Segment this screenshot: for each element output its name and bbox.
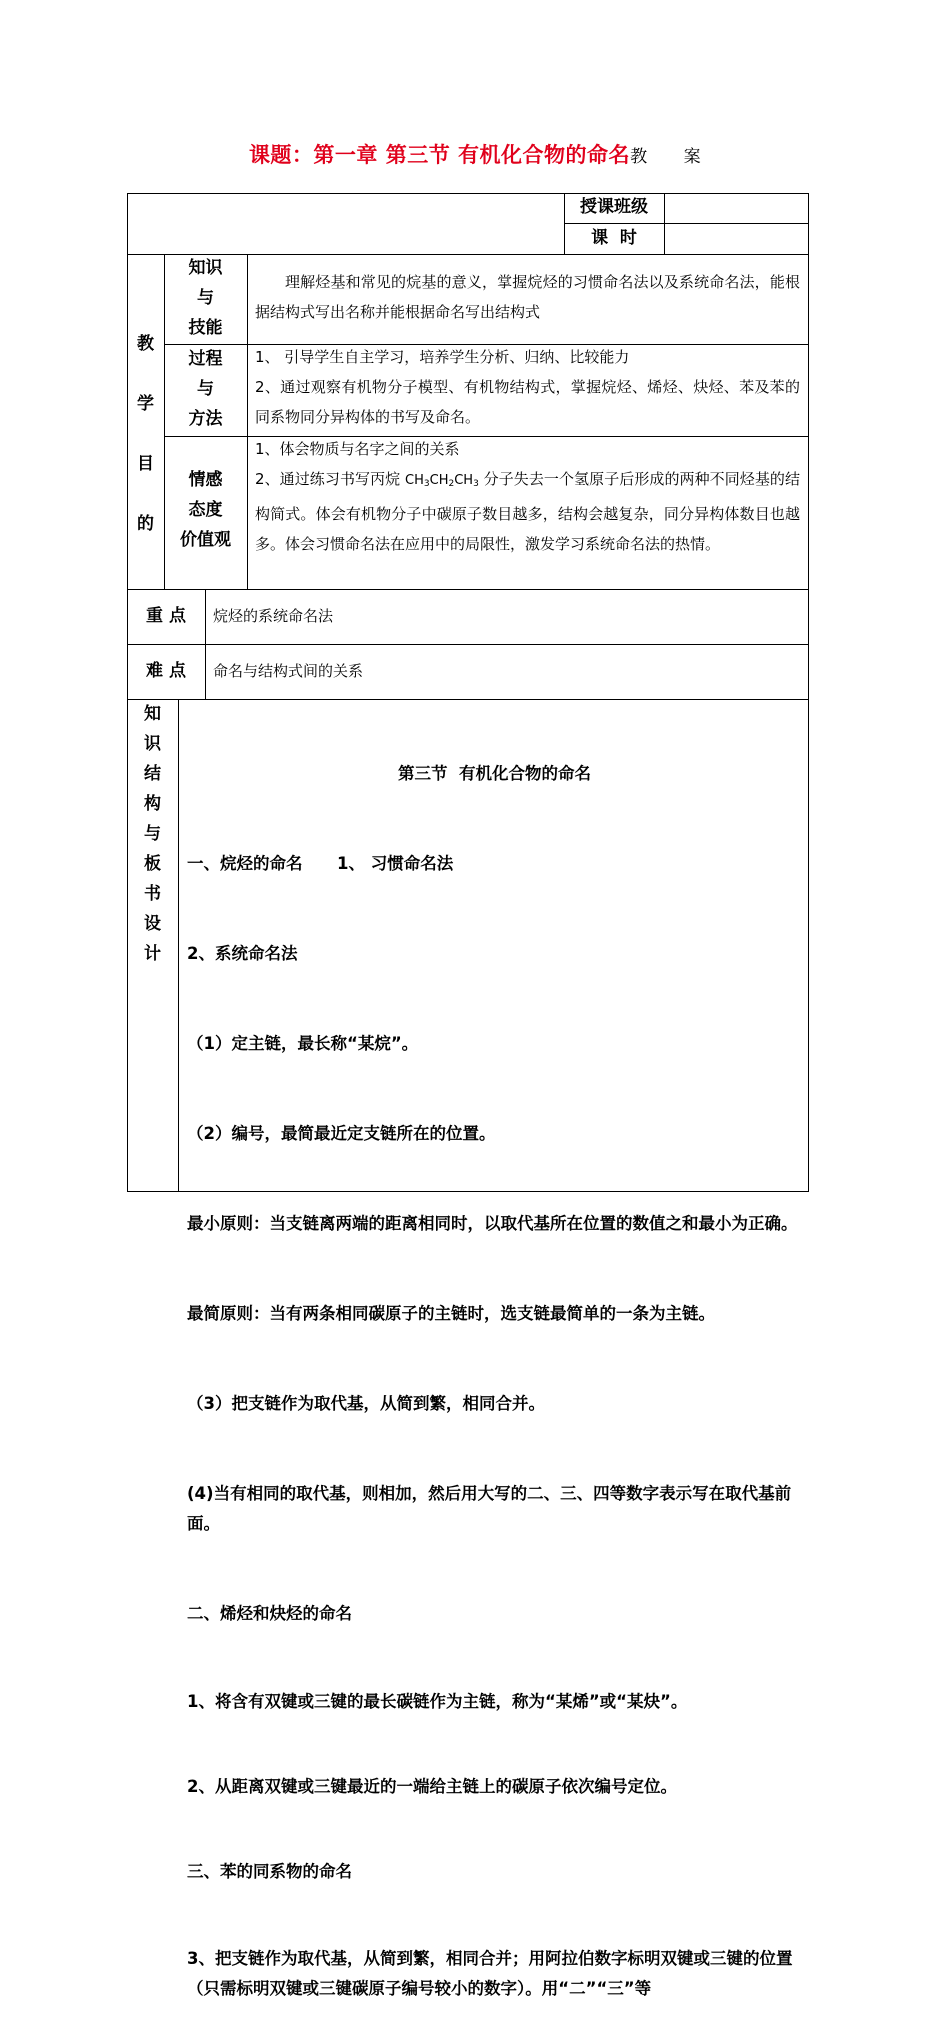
objectives-label: 教 学 目 的 [137, 334, 154, 534]
process-text: 1、 引导学生自主学习，培养学生分析、归纳、比较能力 2、通过观察有机物分子模型、有机物结构式，掌握烷烃、烯烃、炔烃、苯及苯的同系物同分异构体的书写及命名。 [255, 348, 800, 426]
difficulty-text: 命名与结构式间的关系 [213, 662, 364, 680]
board-design-label: 知 识 结 构 与 板 书 设 计 [144, 704, 161, 964]
propane-formula: $CH_3CH_2CH_3$ [405, 473, 479, 489]
page-title [0, 139, 950, 169]
process-label: 过程 与 方法 [188, 349, 223, 429]
class-label: 授课班级 [580, 197, 648, 217]
knowledge-label: 知识 与 技能 [188, 258, 223, 338]
board-heading: 第三节 有机化合物的命名 [398, 764, 591, 783]
emotion-text: 1、体会物质与名字之间的关系 2、通过练习书写丙烷 $CH_3CH_2CH_3$ 分子失去一个氢原子后形成的两种不同烃基的结构简式。体会有机物分子中碳原子数目越多，结构会越复杂，同分异构体数目也越多。体会习惯命名法在应用中的局限性，激发学习系统命名法的热情。 [255, 440, 800, 553]
title-suffix-1: 教 [630, 147, 648, 167]
key-point-label: 重 点 [146, 606, 186, 626]
key-point-text: 烷烃的系统命名法 [213, 607, 334, 625]
period-label: 课 时 [591, 228, 637, 248]
difficulty-label: 难 点 [146, 661, 186, 681]
knowledge-text: 理解烃基和常见的烷基的意义，掌握烷烃的习惯命名法以及系统命名法，能根据结构式写出名称并能根据命名写出结构式 [255, 273, 800, 321]
title-suffix-2: 案 [683, 147, 702, 167]
title-main: 课题：第一章 第三节 有机化合物的命名 [248, 143, 631, 167]
board-design-content: 第三节 有机化合物的命名 一、烷烃的命名 1、 习惯命名法 2、系统命名法 （1）定主链，最长称“某烷”。 （2）编号，最简最近定支链所在的位置。 最小原则：当支链离两端的距离相同时，以取代基所在位置的数值之和最小为正确。 最简原则：当有两条相同碳原子的主链时，选支链最简单的一条为主链。 （3）把支链作为取代基，从简到繁，相同合并。 (4)当有相同的取代基，则相加，然后用大写的二、三、四等数字表示写在取代基前面。 二、烯烃和炔烃的命名 1、将含有双键或三键的最长碳链作为主链，称为“某烯”或“某炔”。 2、从距离双键或三键最近的一端给主链上的碳原子依次编号定位。 三、苯的同系物的命名 3、把支链作为取代基，从简到繁，相同合并；用阿拉伯数字标明双键或三键的位置（只需标明双键或三键碳原子编号较小的数字）。用“二”“三”等 [187, 699, 802, 2034]
emotion-label: 情感 态度 价值观 [180, 470, 231, 550]
